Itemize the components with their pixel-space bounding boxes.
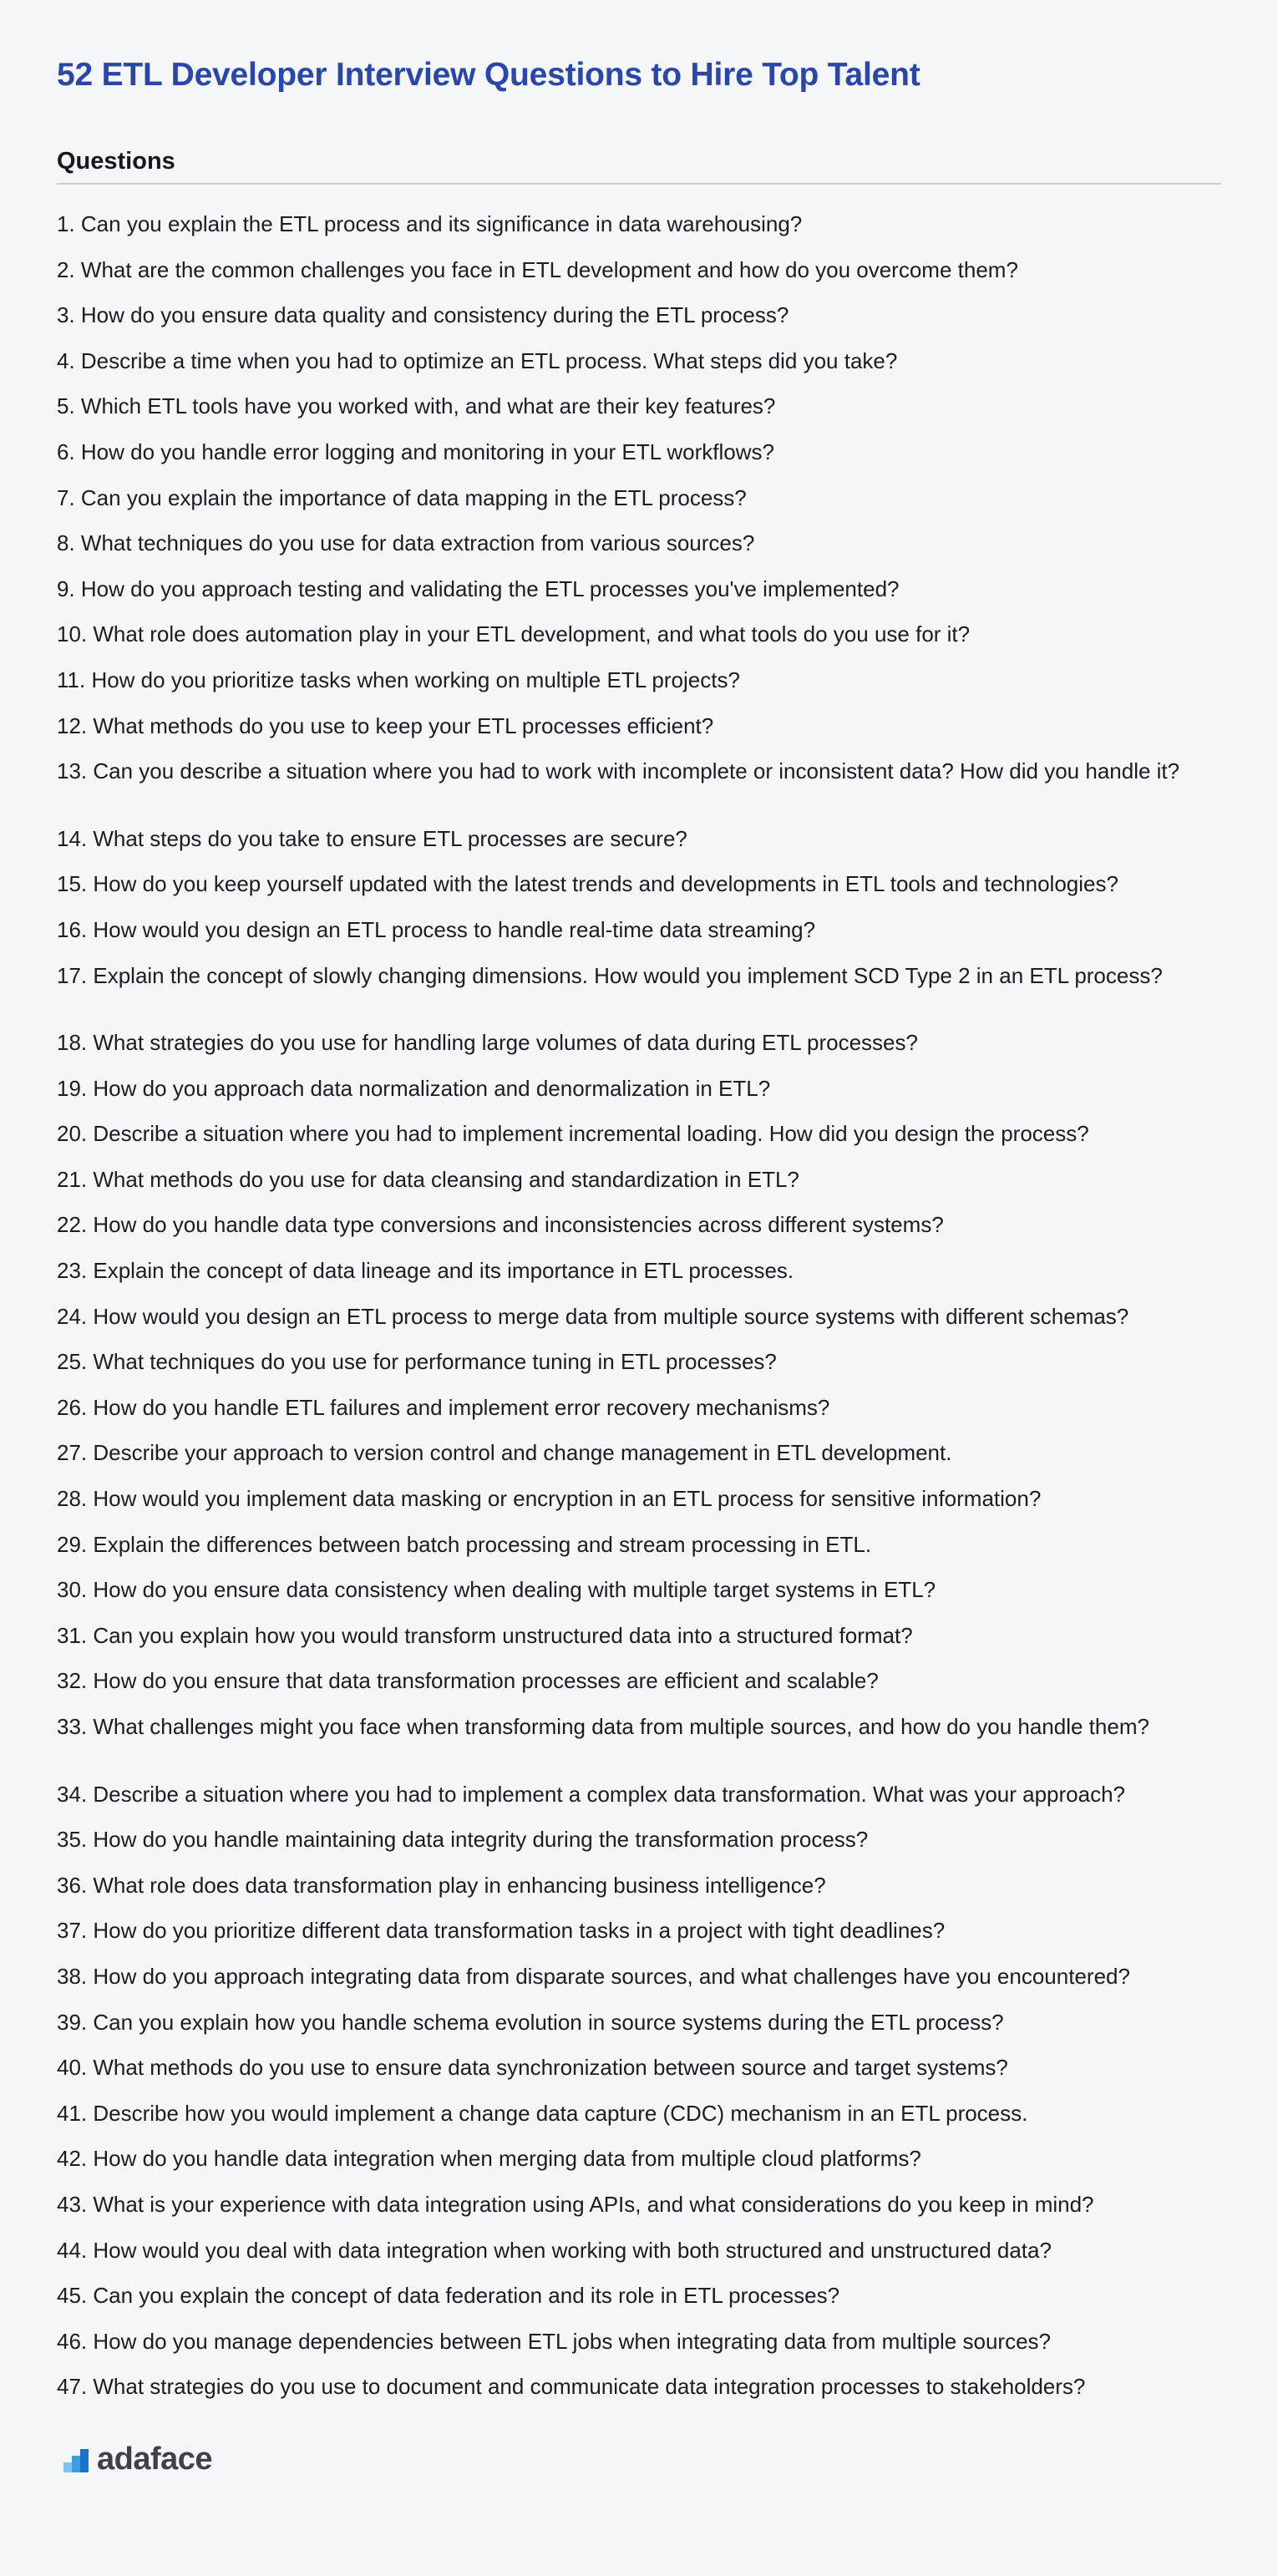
section-heading-questions: Questions bbox=[57, 148, 175, 175]
question-item: 47. What strategies do you use to document and communicate data integration processes to stakeholders? bbox=[57, 2374, 1086, 2400]
question-item: 6. How do you handle error logging and monitoring in your ETL workflows? bbox=[57, 439, 774, 464]
question-item: 46. How do you manage dependencies between ETL jobs when integrating data from multiple sources? bbox=[57, 2328, 1051, 2354]
question-item: 31. Can you explain how you would transform unstructured data into a structured format? bbox=[57, 1622, 913, 1648]
question-item: 37. How do you prioritize different data transformation tasks in a project with tight deadlines? bbox=[57, 1918, 946, 1944]
question-item: 20. Describe a situation where you had to implement incremental loading. How did you design the process? bbox=[57, 1121, 1089, 1147]
question-item: 42. How do you handle data integration when merging data from multiple cloud platforms? bbox=[57, 2146, 921, 2172]
question-item: 15. How do you keep yourself updated with the latest trends and developments in ETL tools and technologies? bbox=[57, 871, 1118, 897]
question-item: 34. Describe a situation where you had to implement a complex data transformation. What was your approach? bbox=[57, 1781, 1126, 1807]
question-list bbox=[57, 185, 1221, 2421]
question-item: 30. How do you ensure data consistency when dealing with multiple target systems in ETL? bbox=[57, 1577, 936, 1603]
question-item: 2. What are the common challenges you face in ETL development and how do you overcome them? bbox=[57, 256, 1018, 282]
question-item: 4. Describe a time when you had to optimize an ETL process. What steps did you take? bbox=[57, 347, 898, 373]
question-item: 43. What is your experience with data integration using APIs, and what considerations do you keep in mind? bbox=[57, 2191, 1094, 2217]
adaface-logo-icon bbox=[63, 2446, 89, 2472]
question-item: 16. How would you design an ETL process to handle real-time data streaming? bbox=[57, 916, 816, 942]
question-item: 23. Explain the concept of data lineage and its importance in ETL processes. bbox=[57, 1258, 794, 1284]
question-item: 45. Can you explain the concept of data federation and its role in ETL processes? bbox=[57, 2283, 840, 2309]
adaface-logo-text: adaface bbox=[97, 2442, 213, 2477]
question-item: 29. Explain the differences between batch processing and stream processing in ETL. bbox=[57, 1531, 872, 1557]
question-item: 35. How do you handle maintaining data integrity during the transformation process? bbox=[57, 1827, 869, 1853]
question-item: 41. Describe how you would implement a change data capture (CDC) mechanism in an ETL process. bbox=[57, 2100, 1028, 2126]
page-title: 52 ETL Developer Interview Questions to Hire Top Talent bbox=[57, 57, 920, 93]
question-item: 44. How would you deal with data integration when working with both structured and unstructured data? bbox=[57, 2237, 1052, 2263]
question-item: 7. Can you explain the importance of data mapping in the ETL process? bbox=[57, 484, 747, 510]
question-item: 40. What methods do you use to ensure data synchronization between source and target systems? bbox=[57, 2055, 1008, 2081]
question-item: 19. How do you approach data normalization and denormalization in ETL? bbox=[57, 1075, 771, 1101]
question-item: 12. What methods do you use to keep your ETL processes efficient? bbox=[57, 712, 714, 738]
question-item: 18. What strategies do you use for handling large volumes of data during ETL processes? bbox=[57, 1030, 918, 1056]
question-item: 26. How do you handle ETL failures and implement error recovery mechanisms? bbox=[57, 1394, 830, 1420]
question-item: 28. How would you implement data masking or encryption in an ETL process for sensitive information? bbox=[57, 1486, 1042, 1512]
question-item: 36. What role does data transformation play in enhancing business intelligence? bbox=[57, 1872, 826, 1898]
question-item: 10. What role does automation play in your ETL development, and what tools do you use for it? bbox=[57, 621, 971, 647]
page-content bbox=[57, 0, 1221, 2421]
question-item: 21. What methods do you use for data cleansing and standardization in ETL? bbox=[57, 1166, 799, 1192]
question-item: 24. How would you design an ETL process to merge data from multiple source systems with different schemas? bbox=[57, 1303, 1129, 1329]
question-item: 11. How do you prioritize tasks when working on multiple ETL projects? bbox=[57, 667, 740, 692]
question-item: 3. How do you ensure data quality and consistency during the ETL process? bbox=[57, 302, 789, 328]
question-item: 17. Explain the concept of slowly changing dimensions. How would you implement SCD Type 2 in an ETL process? bbox=[57, 962, 1163, 988]
question-item: 32. How do you ensure that data transformation processes are efficient and scalable? bbox=[57, 1668, 879, 1694]
question-item: 27. Describe your approach to version control and change management in ETL development. bbox=[57, 1440, 952, 1466]
question-item: 8. What techniques do you use for data extraction from various sources? bbox=[57, 530, 755, 556]
question-item: 9. How do you approach testing and validating the ETL processes you've implemented? bbox=[57, 576, 900, 601]
question-item: 5. Which ETL tools have you worked with, and what are their key features? bbox=[57, 393, 776, 419]
question-item: 25. What techniques do you use for performance tuning in ETL processes? bbox=[57, 1349, 777, 1375]
question-item: 13. Can you describe a situation where you had to work with incomplete or inconsistent data? How did you handle it? bbox=[57, 758, 1180, 784]
question-item: 22. How do you handle data type conversions and inconsistencies across different systems? bbox=[57, 1212, 944, 1238]
question-item: 39. Can you explain how you handle schema evolution in source systems during the ETL process? bbox=[57, 2009, 1004, 2035]
question-item: 33. What challenges might you face when transforming data from multiple sources, and how do you handle them? bbox=[57, 1714, 1149, 1739]
question-item: 1. Can you explain the ETL process and its significance in data warehousing? bbox=[57, 211, 803, 236]
question-item: 14. What steps do you take to ensure ETL processes are secure? bbox=[57, 825, 687, 851]
question-item: 38. How do you approach integrating data from disparate sources, and what challenges have you encountered? bbox=[57, 1963, 1130, 1989]
adaface-logo[interactable] bbox=[63, 2442, 212, 2476]
